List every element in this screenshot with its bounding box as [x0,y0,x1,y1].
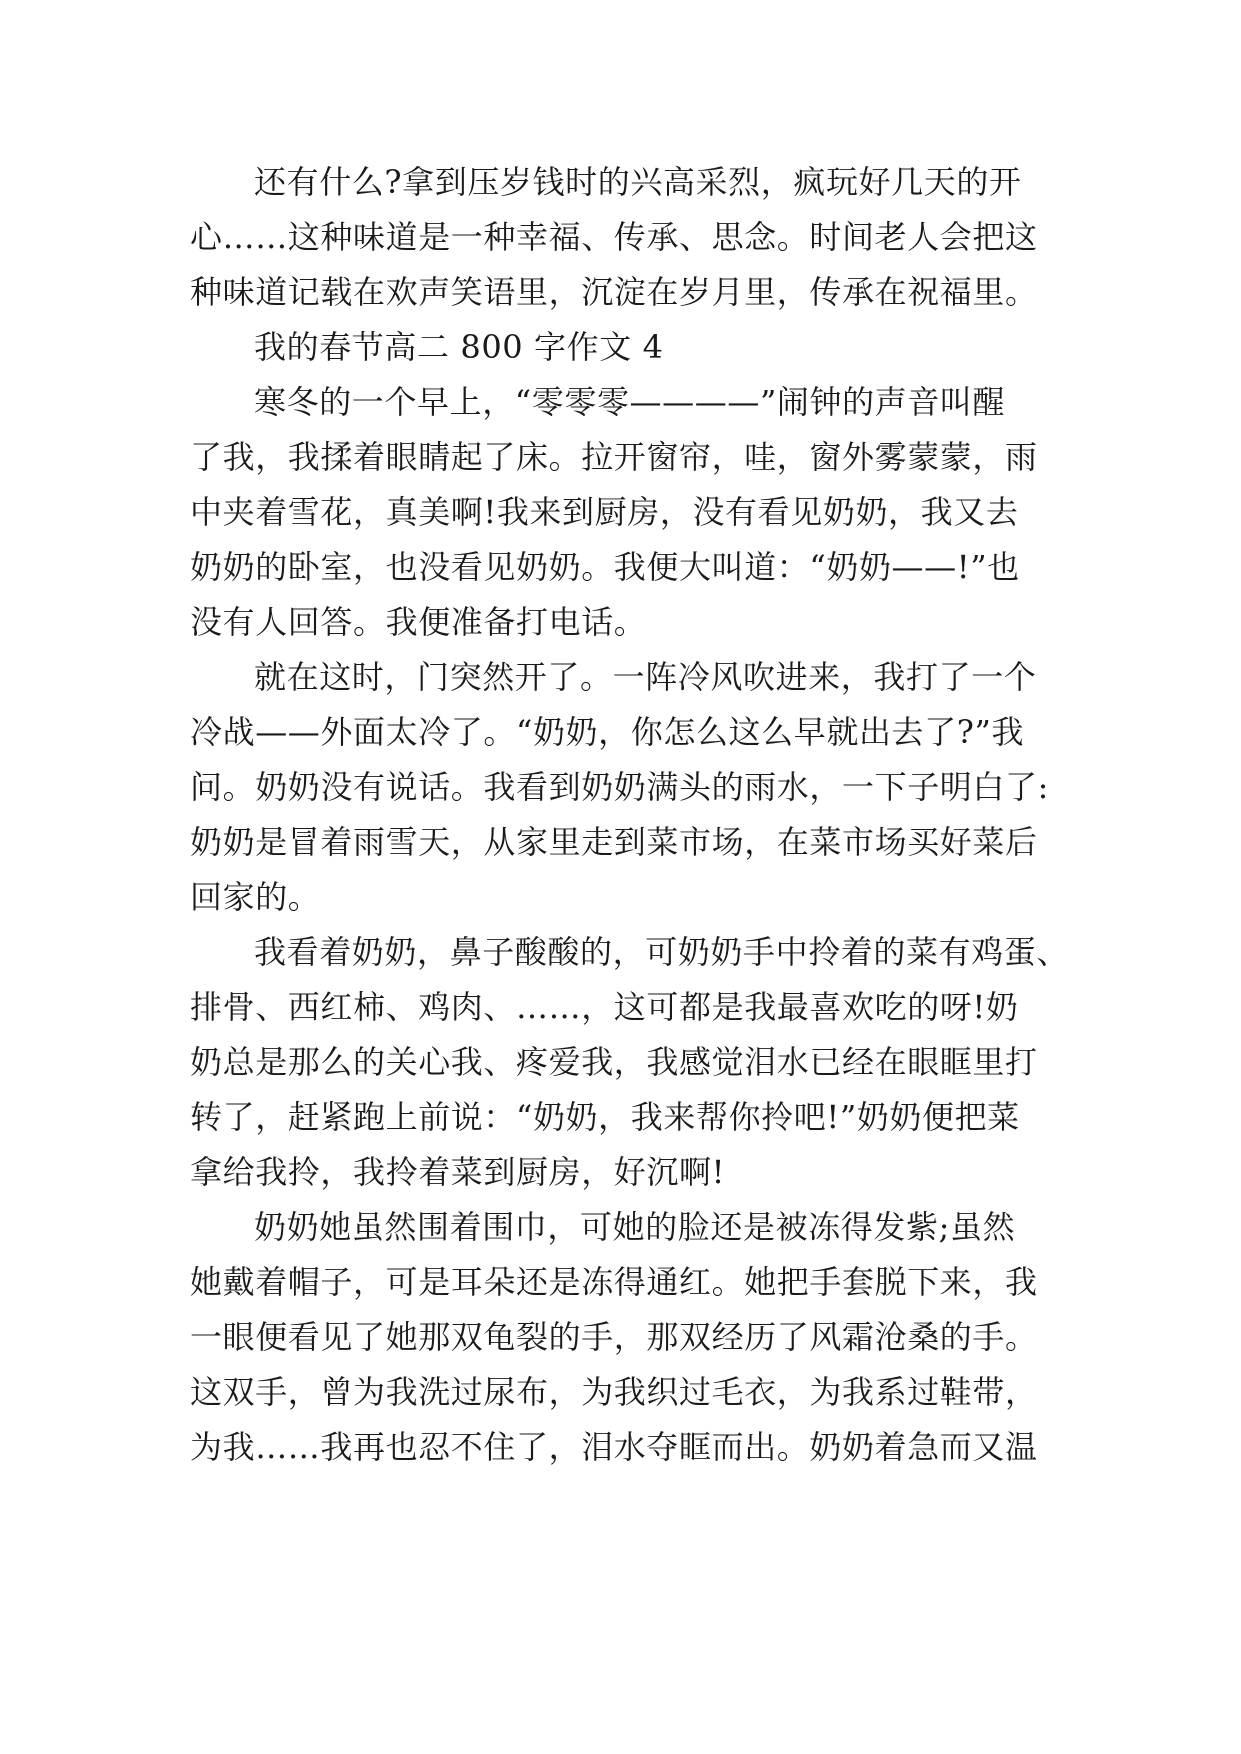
paragraph-line: 了我，我揉着眼睛起了床。拉开窗帘，哇，窗外雾蒙蒙，雨 [190,438,1038,476]
paragraph-line: 这双手，曾为我洗过尿布，为我织过毛衣，为我系过鞋带， [190,1373,1038,1411]
paragraph-line: 问。奶奶没有说话。我看到奶奶满头的雨水，一下子明白了: [190,768,1049,806]
paragraph-first-line: 就在这时，门突然开了。一阵冷风吹进来，我打了一个 [254,658,1037,696]
paragraph-first-line: 还有什么?拿到压岁钱时的兴高采烈，疯玩好几天的开 [254,163,1022,201]
paragraph-line: 没有人回答。我便准备打电话。 [190,603,647,641]
paragraph-line: 心……这种味道是一种幸福、传承、思念。时间老人会把这 [190,218,1038,256]
paragraph-first-line: 奶奶她虽然围着围巾，可她的脸还是被冻得发紫;虽然 [254,1208,1016,1246]
paragraph-line: 拿给我拎，我拎着菜到厨房，好沉啊! [190,1153,726,1191]
paragraph-line: 一眼便看见了她那双龟裂的手，那双经历了风霜沧桑的手。 [190,1318,1038,1356]
paragraph-first-line: 寒冬的一个早上，“零零零————”闹钟的声音叫醒 [254,383,1006,421]
paragraph-line: 奶奶是冒着雨雪天，从家里走到菜市场，在菜市场买好菜后 [190,823,1038,861]
paragraph-first-line: 我看着奶奶，鼻子酸酸的，可奶奶手中拎着的菜有鸡蛋、 [254,933,1070,971]
essay-body [190,155,1070,1475]
paragraph-line: 回家的。 [190,878,321,916]
paragraph-line: 奶奶的卧室，也没看见奶奶。我便大叫道：“奶奶——!”也 [190,548,1020,586]
paragraph-line: 排骨、西红柿、鸡肉、……，这可都是我最喜欢吃的呀!奶 [190,988,1019,1026]
paragraph-line: 她戴着帽子，可是耳朵还是冻得通红。她把手套脱下来，我 [190,1263,1038,1301]
paragraph-line: 中夹着雪花，真美啊!我来到厨房，没有看见奶奶，我又去 [190,493,1019,531]
paragraph-first-line: 我的春节高二 800 字作文 4 [254,328,664,366]
paragraph-line: 奶总是那么的关心我、疼爱我，我感觉泪水已经在眼眶里打 [190,1043,1038,1081]
paragraph-line: 为我……我再也忍不住了，泪水夺眶而出。奶奶着急而又温 [190,1428,1038,1466]
paragraph-line: 种味道记载在欢声笑语里，沉淀在岁月里，传承在祝福里。 [190,273,1038,311]
paragraph-line: 冷战——外面太冷了。“奶奶，你怎么这么早就出去了?”我 [190,713,1025,751]
paragraph-line: 转了，赶紧跑上前说：“奶奶，我来帮你拎吧!”奶奶便把菜 [190,1098,1020,1136]
